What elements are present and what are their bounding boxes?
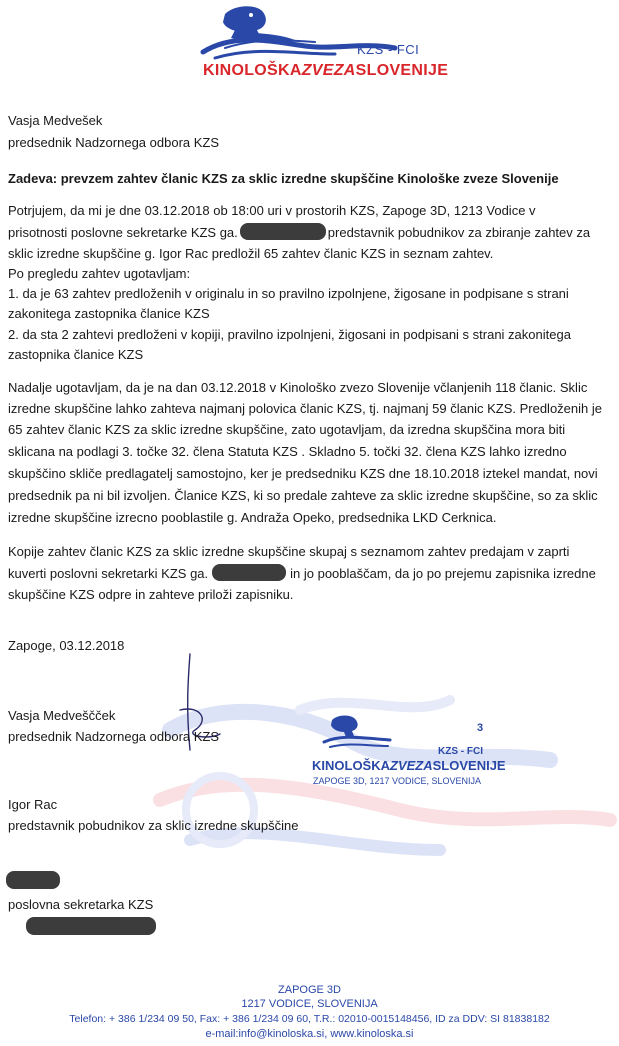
- redacted-name: [240, 223, 326, 240]
- list-item-2: 2. da sta 2 zahtevi predloženi v kopiji, pravilno izpolnjeni, žigosani in podpisani s strani zakonitega: [8, 327, 571, 342]
- logo-kzs-fci: KZS - FCI: [357, 42, 420, 57]
- stamp-kzs-fci: KZS - FCI: [438, 746, 483, 757]
- p2-line2: izredne skupščine lahko zahteva najmanj polovica članic KZS, tj. najmanj 59 članic KZS. Predloženih je: [8, 401, 602, 416]
- p1-line4: Po pregledu zahtev ugotavljam:: [8, 266, 191, 281]
- p3-line1: Kopije zahtev članic KZS za sklic izredne skupščine skupaj s seznamom zahtev predajam v zaprti: [8, 544, 570, 559]
- p3-line2: kuverti poslovni sekretarki KZS ga. in jo pooblaščam, da jo po prejemu zapisnika izredne: [8, 566, 596, 581]
- p3-line3: skupščine KZS odpre in zahteve priloži zapisniku.: [8, 587, 294, 602]
- p2-line7: izredne skupščine izrecno pooblastile g. Andraža Opeko, predsednika LKD Cerknica.: [8, 510, 497, 525]
- signatory3-role: poslovna sekretarka KZS: [8, 897, 154, 912]
- place-date: Zapoge, 03.12.2018: [8, 638, 125, 653]
- footer-email-web: e-mail:info@kinoloska.si, www.kinoloska.si: [205, 1028, 414, 1040]
- list-item-1: 1. da je 63 zahtev predloženih v originalu in so pravilno izpolnjene, žigosane in podpisane s strani: [8, 286, 569, 301]
- p2-line4: sklicana na podlagi 3. točke 32. člena Statuta KZS . Skladno 5. točki 32. člena KZS lahko izredno: [8, 444, 567, 459]
- redacted-name: [6, 871, 60, 889]
- signatory2-role: predstavnik pobudnikov za sklic izredne skupščine: [8, 818, 299, 833]
- redacted-name: [212, 564, 286, 581]
- signatory1-name: Vasja Medveščček: [8, 708, 116, 723]
- footer-address-street: ZAPOGE 3D: [278, 984, 341, 996]
- p1-line3: sklic izredne skupščine g. Igor Rac predložil 65 zahtev članic KZS in seznam zahtev.: [8, 246, 494, 261]
- p1-line2: prisotnosti poslovne sekretarke KZS ga. predstavnik pobudnikov za zbiranje zahtev za: [8, 225, 591, 240]
- recipient-role: predsednik Nadzornega odbora KZS: [8, 135, 220, 150]
- stamp-number: 3: [477, 722, 484, 734]
- p2-line6: predsednik pa ni bil izvoljen. Članice KZS, ki so predale zahteve za sklic izredne skupščine, so za sklic: [8, 488, 598, 503]
- p2-line5: skupščino skliče predlagatelj samostojno, ker je predsedniku KZS dne 18.10.2018 iztekel mandat, novi: [8, 466, 598, 481]
- signatory2-name: Igor Rac: [8, 797, 58, 812]
- signatory1-role: predsednik Nadzornega odbora KZS: [8, 729, 220, 744]
- subject-line: Zadeva: prevzem zahtev članic KZS za sklic izredne skupščine Kinološke zveze Slovenije: [8, 171, 559, 186]
- recipient-name: Vasja Medvešek: [8, 113, 103, 128]
- p1-line1: Potrjujem, da mi je dne 03.12.2018 ob 18:00 uri v prostorih KZS, Zapoge 3D, 1213 Vodice v: [8, 203, 536, 218]
- footer-address-city: 1217 VODICE, SLOVENIJA: [241, 998, 378, 1010]
- footer-contacts: Telefon: + 386 1/234 09 50, Fax: + 386 1/234 09 60, T.R.: 02010-0015148456, ID za DDV: SI 81838182: [69, 1013, 550, 1025]
- p2-line3: 65 zahtev članic KZS za sklic izredne skupščine, zato ugotavljam, da izredna skupščina mora biti: [8, 422, 566, 437]
- stamp-org-name: KINOLOŠKAZVEZASLOVENIJE: [312, 758, 506, 773]
- list-item-1-cont: zakonitega zastopnika članice KZS: [8, 306, 210, 321]
- p2-line1: Nadalje ugotavljam, da je na dan 03.12.2018 v Kinološko zvezo Slovenije včlanjenih 118 članic. Sklic: [8, 380, 588, 395]
- logo-org-name: KINOLOŠKAZVEZASLOVENIJE: [203, 62, 449, 79]
- stamp-address: ZAPOGE 3D, 1217 VODICE, SLOVENIJA: [313, 776, 482, 786]
- list-item-2-cont: zastopnika članice KZS: [8, 347, 144, 362]
- redacted-signature: [26, 917, 156, 935]
